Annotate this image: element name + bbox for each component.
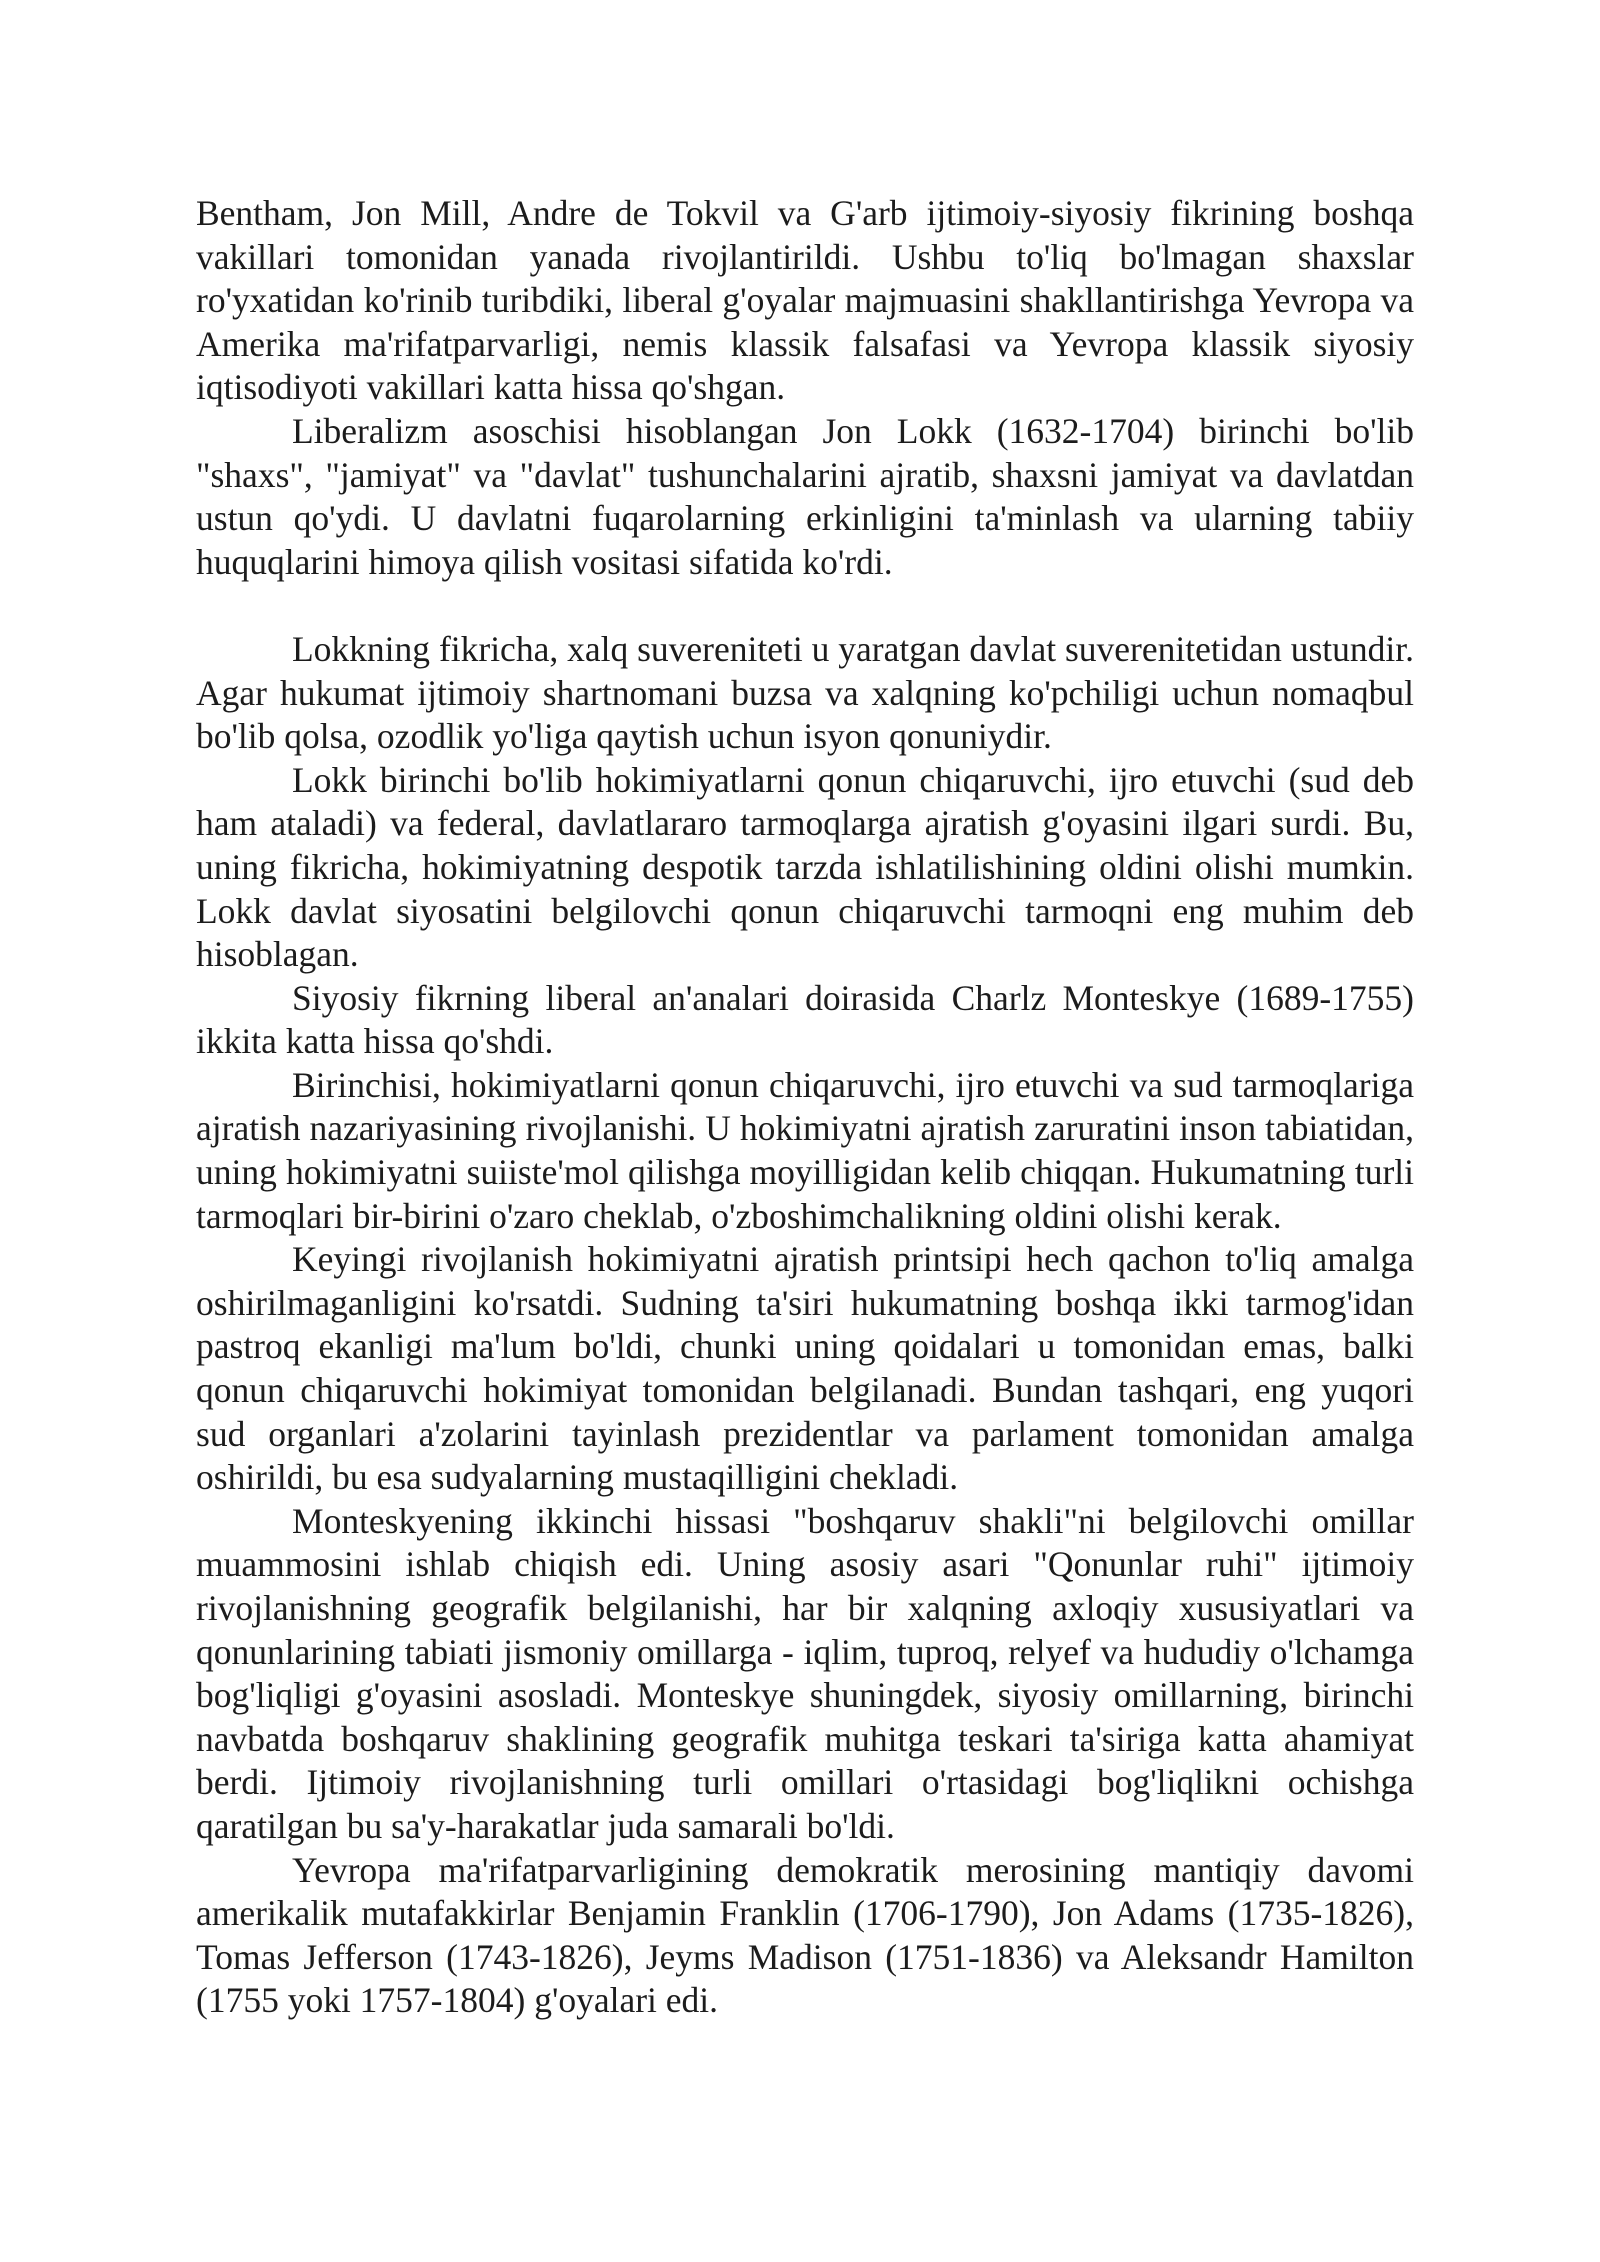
paragraph-montesquieu-intro: Siyosiy fikrning liberal an'analari doirasida Charlz Monteskye (1689-1755) ikkita katta hissa qo'shdi. bbox=[196, 977, 1414, 1062]
paragraph-first-contribution: Birinchisi, hokimiyatlarni qonun chiqaruvchi, ijro etuvchi va sud tarmoqlariga ajratish nazariyasining rivojlanishi. U hokimiyatni ajratish zaruratini inson tabiatidan, uning hokimiyatni suiiste'mol qilishga moyilligidan kelib chiqqan. Hukumatning turli tarmoqlari bir-birini o'zaro cheklab, o'zboshimchalikning oldini olishi kerak. bbox=[196, 1064, 1414, 1236]
paragraph-later-development: Keyingi rivojlanish hokimiyatni ajratish printsipi hech qachon to'liq amalga oshirilmaganligini ko'rsatdi. Sudning ta'siri hukumatning boshqa ikki tarmog'idan pastroq ekanligi ma'lum bo'ldi, chunki uning qoidalari u tomonidan emas, balki qonun chiqaruvchi hokimiyat tomonidan belgilanadi. Bundan tashqari, eng yuqori sud organlari a'zolarini tayinlash prezidentlar va parlament tomonidan amalga oshirildi, bu esa sudyalarning mustaqilligini chekladi. bbox=[196, 1239, 1414, 1498]
paragraph-american-thinkers: Yevropa ma'rifatparvarligining demokratik merosining mantiqiy davomi amerikalik mutafakkirlar Benjamin Franklin (1706-1790), Jon Adams (1735-1826), Tomas Jefferson (1743-1826), Jeyms Madison (1751-1836) va Aleksandr Hamilton (1755 yoki 1757-1804) g'oyalari edi. bbox=[196, 1849, 1414, 2021]
paragraph-continuation: Bentham, Jon Mill, Andre de Tokvil va G'arb ijtimoiy-siyosiy fikrining boshqa vakillari tomonidan yanada rivojlantirildi. Ushbu to'liq bo'lmagan shaxslar ro'yxatidan ko'rinib turibdiki, liberal g'oyalar majmuasini shakllantirishga Yevropa va Amerika ma'rifatparvarligi, nemis klassik falsafasi va Yevropa klassik siyosiy iqtisodiyoti vakillari katta hissa qo'shgan. bbox=[196, 193, 1414, 408]
paragraph-locke-founder: Liberalizm asoschisi hisoblangan Jon Lokk (1632-1704) birinchi bo'lib "shaxs", "jamiyat" va "davlat" tushunchalarini ajratib, shaxsni jamiyat va davlatdan ustun qo'ydi. U davlatni fuqarolarning erkinligini ta'minlash va ularning tabiiy huquqlarini himoya qilish vositasi sifatida ko'rdi. bbox=[196, 410, 1414, 582]
paragraph-separation-of-powers: Lokk birinchi bo'lib hokimiyatlarni qonun chiqaruvchi, ijro etuvchi (sud deb ham ataladi) va federal, davlatlararo tarmoqlarga ajratish g'oyasini ilgari surdi. Bu, uning fikricha, hokimiyatning despotik tarzda ishlatilishining oldini olishi mumkin. Lokk davlat siyosatini belgilovchi qonun chiqaruvchi tarmoqni eng muhim deb hisoblagan. bbox=[196, 759, 1414, 975]
document-page bbox=[196, 192, 1414, 2023]
paragraph-popular-sovereignty: Lokkning fikricha, xalq suvereniteti u yaratgan davlat suverenitetidan ustundir. Agar hukumat ijtimoiy shartnomani buzsa va xalqning ko'pchiligi uchun nomaqbul bo'lib qolsa, ozodlik yo'liga qaytish uchun isyon qonuniydir. bbox=[196, 628, 1414, 757]
paragraph-second-contribution: Monteskyening ikkinchi hissasi "boshqaruv shakli"ni belgilovchi omillar muammosini ishlab chiqish edi. Uning asosiy asari "Qonunlar ruhi" ijtimoiy rivojlanishning geografik belgilanishi, har bir xalqning axloqiy xususiyatlari va qonunlarining tabiati jismoniy omillarga - iqlim, tuproq, relyef va hududiy o'lchamga bog'liqligi g'oyasini asosladi. Monteskye shuningdek, siyosiy omillarning, birinchi navbatda boshqaruv shaklining geografik muhitga teskari ta'siriga katta ahamiyat berdi. Ijtimoiy rivojlanishning turli omillari o'rtasidagi bog'liqlikni ochishga qaratilgan bu sa'y-harakatlar juda samarali bo'ldi. bbox=[196, 1500, 1414, 1846]
